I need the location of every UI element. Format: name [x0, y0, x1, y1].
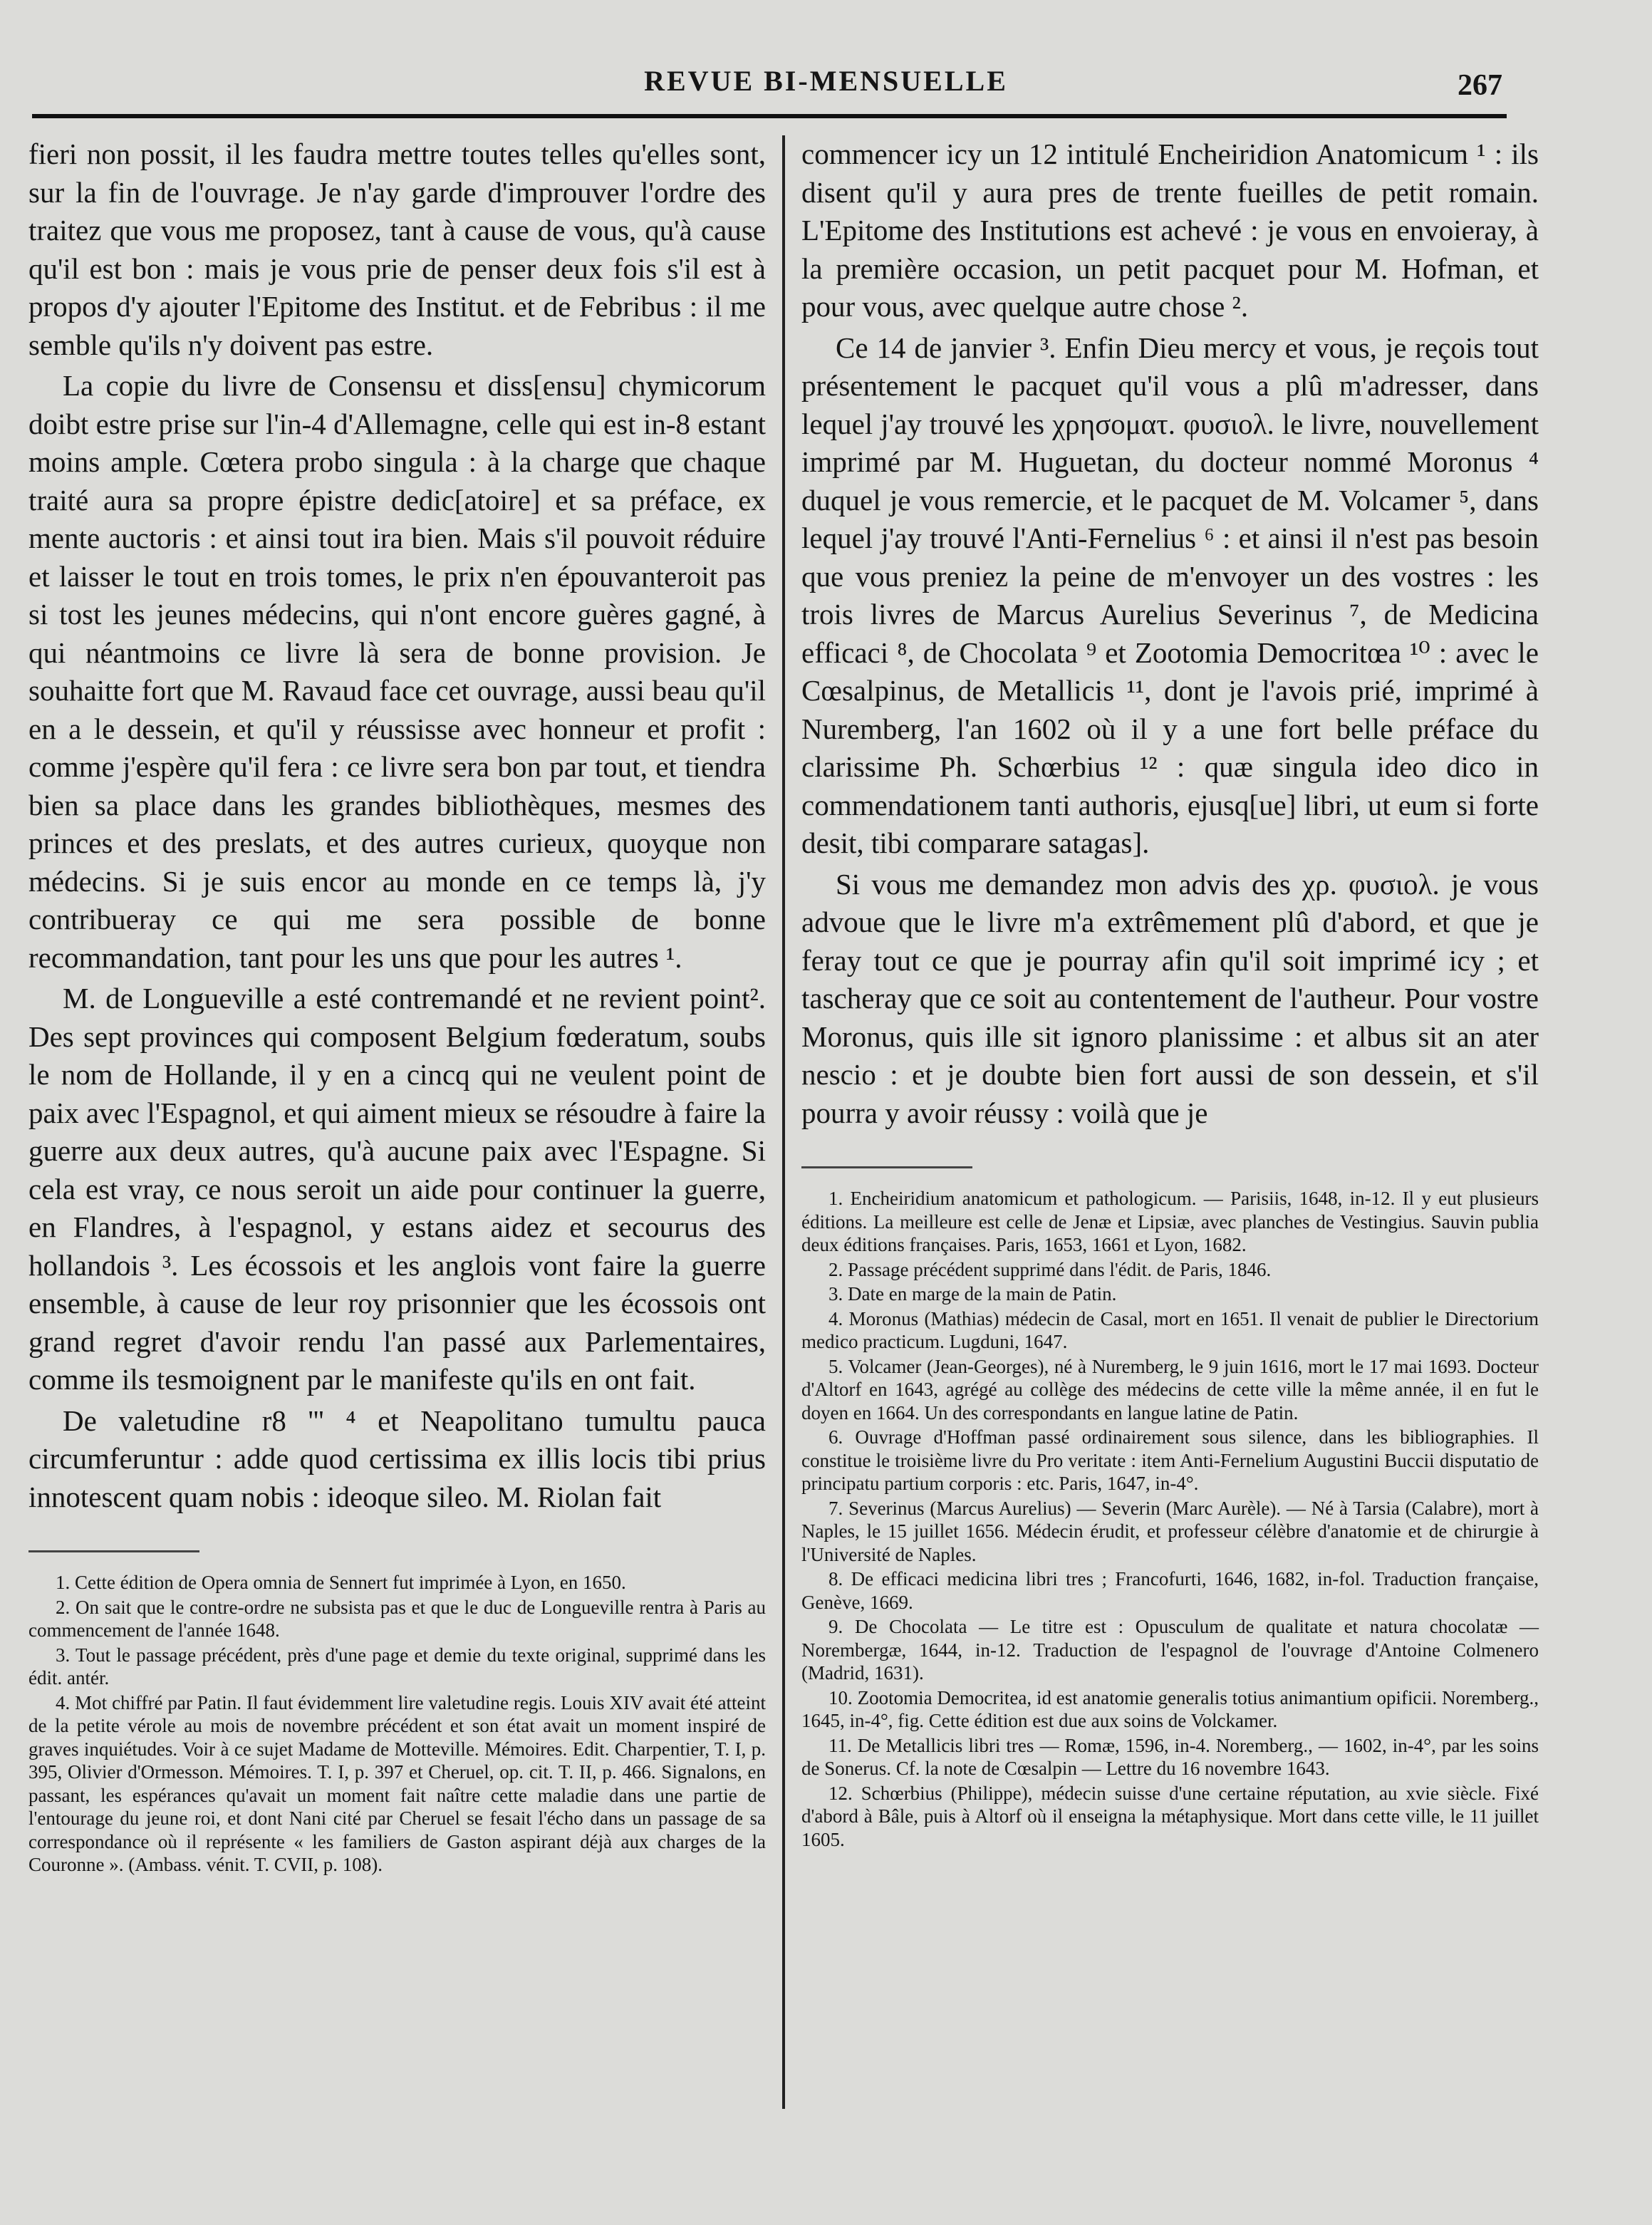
- paragraph: Si vous me demandez mon advis des χρ. φυσιολ. je vous advoue que le livre m'a extrêmement plû d'abord, et que je feray tout ce que je pourray afin qu'il soit imprimé icy ; et tascheray que ce soit au contentement de l'autheur. Pour vostre Moronus, quis ille sit ignoro planissime : et albus sit an ater nescio : et je doubte bien fort aussi de son dessein, et s'il pourra y avoir réussy : voilà que je: [801, 867, 1539, 1129]
- left-footnotes: [28, 1571, 766, 1877]
- footnote: 10. Zootomia Democritea, id est anatomie generalis totius animantium opificii. Noremberg., 1645, in-4°, fig. Cette édition est due aux soins de Volckamer.: [801, 1686, 1539, 1731]
- column-divider: [782, 135, 785, 2109]
- paragraph: La copie du livre de Consensu et diss[ensu] chymicorum doibt estre prise sur l'in-4 d'Allemagne, celle qui est in-8 estant moins ample. Cœtera probo singula : à la charge que chaque traité aura sa propre épistre dedic[atoire] et sa préface, ex mente auctoris : et ainsi tout ira bien. Mais s'il pouvoit réduire et laisser le tout en trois tomes, le prix n'en épouvanteroit pas si tost les jeunes médecins, qui n'ont encore guères gagné, à qui néantmoins ce livre là sera de bonne provision. Je souhaitte fort que M. Ravaud face cet ouvrage, aussi beau qu'il en a le dessein, et qu'il y réussisse avec honneur et profit : comme j'espère qu'il fera : ce livre sera bon par tout, et tiendra bien sa place dans les grandes bibliothèques, mesmes des princes et des preslats, et des autres curieux, quoyque non médecins. Si je suis encor au monde en ce temps là, j'y contribueray ce qui me sera possible de bonne recommandation, tant pour les uns que pour les autres ¹.: [28, 369, 766, 974]
- running-title: REVUE BI-MENSUELLE: [644, 65, 1008, 97]
- footnote: 7. Severinus (Marcus Aurelius) — Severin (Marc Aurèle). — Né à Tarsia (Calabre), mort à Naples, le 15 juillet 1656. Médecin érudit, et professeur célèbre d'anatomie et de chirurgie à l'Université de Naples.: [801, 1497, 1539, 1565]
- footnote: 3. Date en marge de la main de Patin.: [828, 1283, 1117, 1305]
- footnote: 1. Cette édition de Opera omnia de Sennert fut imprimée à Lyon, en 1650.: [56, 1572, 626, 1593]
- right-footnotes: [801, 1187, 1539, 1851]
- footnote: 4. Moronus (Mathias) médecin de Casal, mort en 1651. Il venait de publier le Directorium medico practicum. Lugduni, 1647.: [801, 1307, 1539, 1352]
- left-column: [28, 135, 766, 1877]
- footnote: 12. Schœrbius (Philippe), médecin suisse d'une certaine réputation, au xvie siècle. Fixé d'abord à Bâle, puis à Altorf où il enseigna la métaphysique. Mort dans cette ville, le 11 juillet 1605.: [801, 1782, 1539, 1850]
- paragraph: commencer icy un 12 intitulé Encheiridion Anatomicum ¹ : ils disent qu'il y aura pres de trente fueilles de petit romain. L'Epitome des Institutions est achevé : je vous en envoieray, à la première occasion, un petit pacquet pour M. Hofman, et pour vous, avec quelque autre chose ².: [801, 138, 1539, 323]
- paragraph: Ce 14 de janvier ³. Enfin Dieu mercy et vous, je reçois tout présentement le pacquet qu'il vous a plû m'adresser, dans lequel j'ay trouvé les χρησοματ. φυσιολ. le livre, nouvellement imprimé par M. Huguetan, du docteur nommé Moronus ⁴ duquel je vous remercie, et le pacquet de M. Volcamer ⁵, dans lequel j'ay trouvé l'Anti-Fernelius ⁶ : et ainsi il n'est pas besoin que vous preniez la peine de m'envoyer un des vostres : les trois livres de Marcus Aurelius Severinus ⁷, de Medicina efficaci ⁸, de Chocolata ⁹ et Zootomia Democritœa ¹⁰ : avec le Cœsalpinus, de Metallicis ¹¹, dont je l'avois prié, imprimé à Nuremberg, l'an 1602 où il y a une fort belle préface du clarissime Ph. Schœrbius ¹² : quæ singula ideo dico in commendationem tanti authoris, ejusq[ue] libri, ut eum si forte desit, tibi comparare satagas].: [801, 331, 1539, 859]
- page-number: 267: [1458, 69, 1502, 102]
- paragraph: De valetudine r8 ''' ⁴ et Neapolitano tumultu pauca circumferuntur : adde quod certissima ex illis locis tibi prius innotescent quam nobis : ideoque sileo. M. Riolan fait: [28, 1404, 766, 1513]
- footnote: 3. Tout le passage précédent, près d'une page et demie du texte original, supprimé dans les édit. antér.: [28, 1644, 766, 1689]
- header-rule: [32, 114, 1507, 118]
- footnote: 6. Ouvrage d'Hoffman passé ordinairement sous silence, dans les bibliographies. Il constitue le troisième livre du Pro veritate : item Anti-Fernelium Augustini Buccii disputatio de principatu partium corporis : etc. Paris, 1647, in-4°.: [801, 1426, 1539, 1494]
- paragraph: M. de Longueville a esté contremandé et ne revient point². Des sept provinces qui composent Belgium fœderatum, soubs le nom de Hollande, il y en a cincq qui ne veulent point de paix avec l'Espagnol, et qui aiment mieux se résoudre à faire la guerre aux deux autres, qu'à aucune paix avec l'Espagne. Si cela est vray, ce nous seroit un aide pour continuer la guerre, en Flandres, à l'espagnol, y estans aidez et secourus des hollandois ³. Les écossois et les anglois vont faire la guerre ensemble, à cause de leur roy prisonnier que les écossois ont grand regret d'avoir rendu l'an passé aux Parlementaires, comme ils tesmoignent par le manifeste qu'ils en ont fait.: [28, 982, 766, 1396]
- footnote: 9. De Chocolata — Le titre est : Opusculum de qualitate et natura chocolatæ — Norembergæ, 1644, in-12. Traduction de l'espagnol de l'ouvrage d'Antoine Colmenero (Madrid, 1631).: [801, 1616, 1539, 1684]
- footnote: 2. Passage précédent supprimé dans l'édit. de Paris, 1846.: [828, 1258, 1272, 1280]
- right-column: [801, 135, 1539, 1851]
- footnote: 8. De efficaci medicina libri tres ; Francofurti, 1646, 1682, in-fol. Traduction française, Genève, 1669.: [801, 1568, 1539, 1613]
- footnote-rule: [28, 1550, 199, 1552]
- footnote: 2. On sait que le contre-ordre ne subsista pas et que le duc de Longueville rentra à Paris au commencement de l'année 1648.: [28, 1596, 766, 1641]
- footnote: 11. De Metallicis libri tres — Romæ, 1596, in-4. Noremberg., — 1602, in-4°, par les soins de Sonerus. Cf. la note de Cœsalpin — Lettre du 16 novembre 1643.: [801, 1734, 1539, 1779]
- footnote: 1. Encheiridium anatomicum et pathologicum. — Parisiis, 1648, in-12. Il y eut plusieurs éditions. La meilleure est celle de Jenæ et Lipsiæ, avec planches de Vestingius. Sauvin publia deux éditions françaises. Paris, 1653, 1661 et Lyon, 1682.: [801, 1188, 1539, 1255]
- footnote-rule: [801, 1166, 972, 1168]
- footnote: 4. Mot chiffré par Patin. Il faut évidemment lire valetudine regis. Louis XIV avait été atteint de la petite vérole au mois de novembre précédent et son état avait un moment inspiré de graves inquiétudes. Voir à ce sujet Madame de Motteville. Mémoires. Edit. Charpentier, T. I, p. 395, Olivier d'Ormesson. Mémoires. T. I, p. 397 et Cheruel, op. cit. T. II, p. 466. Signalons, en passant, les espérances qu'avait un moment fait naître cette maladie dans une partie de l'entourage du jeune roi, et dont Nani cité par Cheruel se fesait l'écho dans un passage de sa correspondance où il représente « les familiers de Gaston aspirant déjà aux charges de la Couronne ». (Ambass. vénit. T. CVII, p. 108).: [28, 1691, 766, 1875]
- footnote: 5. Volcamer (Jean-Georges), né à Nuremberg, le 9 juin 1616, mort le 17 mai 1693. Docteur d'Altorf en 1643, agrégé au collège des médecins de cette ville la même année, il en fut le doyen en 1664. Un des correspondants en langue latine de Patin.: [801, 1355, 1539, 1423]
- left-body-text: [28, 135, 766, 1516]
- paragraph: fieri non possit, il les faudra mettre toutes telles qu'elles sont, sur la fin de l'ouvrage. Je n'ay garde d'improuver l'ordre des traitez que vous me proposez, tant à cause de vous, qu'à cause qu'il est bon : mais je vous prie de penser deux fois s'il est à propos d'y ajouter l'Epitome des Institut. et de Febribus : il me semble qu'ils n'y doivent pas estre.: [28, 138, 766, 361]
- right-body-text: [801, 135, 1539, 1132]
